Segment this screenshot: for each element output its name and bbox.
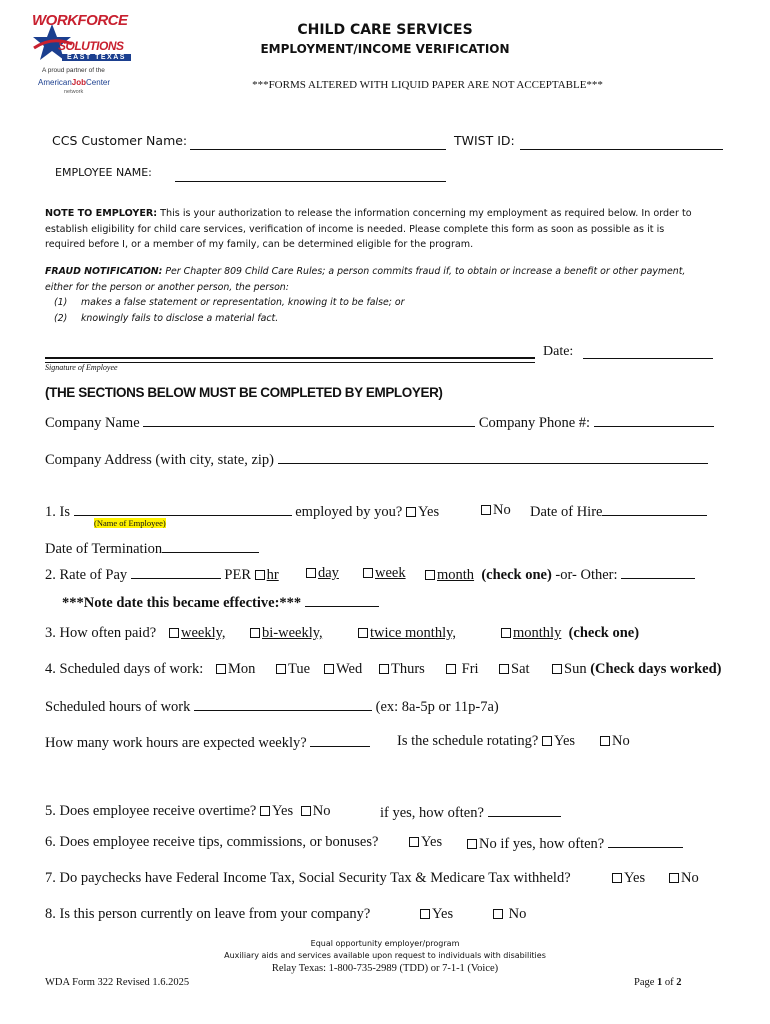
date-field[interactable] — [583, 345, 713, 359]
logo-ajc-post: Center — [86, 78, 111, 87]
page-subtitle: EMPLOYMENT/INCOME VERIFICATION — [260, 42, 510, 56]
per-day-checkbox[interactable] — [306, 568, 316, 578]
per-month-group — [425, 565, 695, 584]
q5-often-field[interactable] — [488, 803, 561, 817]
rotating-yes-checkbox[interactable] — [542, 736, 552, 746]
q8-yes-checkbox[interactable] — [420, 909, 430, 919]
thurs-label: Thurs — [391, 661, 425, 677]
sun-checkbox[interactable] — [552, 664, 562, 674]
twice-monthly-group — [358, 625, 456, 642]
q1-no-label: No — [493, 502, 511, 518]
q2-or: -or- — [555, 567, 577, 583]
logo-workforce: WORKFORCE — [32, 12, 128, 29]
sat-checkbox[interactable] — [499, 664, 509, 674]
date-of-hire-label: Date of Hire — [530, 504, 603, 520]
fraud-item-1-text: makes a false statement or representation, knowing it to be false; or — [81, 297, 405, 308]
q7-no-label: No — [681, 870, 699, 886]
wed-checkbox[interactable] — [324, 664, 334, 674]
ccs-customer-name-field[interactable] — [190, 136, 446, 150]
company-address-field[interactable] — [278, 450, 708, 464]
effective-date-field[interactable] — [305, 593, 379, 607]
q7-text: 7. Do paychecks have Federal Income Tax, Social Security Tax & Medicare Tax withheld? — [45, 870, 571, 886]
q1-yes-checkbox[interactable] — [406, 507, 416, 517]
q6-no-label: No — [479, 836, 497, 852]
sat-label: Sat — [511, 661, 530, 677]
biweekly-checkbox[interactable] — [250, 628, 260, 638]
footer-form-id: WDA Form 322 Revised 1.6.2025 — [45, 977, 190, 988]
tue-label: Tue — [288, 661, 311, 677]
fri-group — [446, 661, 479, 678]
q5-follow: if yes, how often? — [380, 805, 484, 821]
per-week-group — [363, 565, 406, 582]
signature-label: Signature of Employee — [45, 362, 535, 372]
wed-group — [324, 661, 362, 678]
mon-label: Mon — [228, 661, 256, 677]
per-week-checkbox[interactable] — [363, 568, 373, 578]
rotating-no-group — [600, 733, 630, 750]
monthly-label: monthly — [513, 625, 562, 641]
company-phone-field[interactable] — [594, 413, 714, 427]
fraud-item-2-text: knowingly fails to disclose a material fact. — [81, 312, 279, 324]
sat-group — [499, 661, 530, 678]
q8-no-group — [493, 906, 526, 923]
weekly-hours-row — [45, 733, 370, 752]
rate-of-pay-field[interactable] — [131, 565, 221, 579]
q8-row — [45, 906, 370, 923]
q5-no-label: No — [312, 803, 331, 819]
q7-yes-group — [612, 870, 645, 887]
q2-other-field[interactable] — [621, 565, 695, 579]
fraud-item-1 — [45, 295, 685, 311]
page-title: CHILD CARE SERVICES — [297, 22, 473, 38]
scheduled-hours-label: Scheduled hours of work — [45, 699, 191, 715]
logo-solutions: SOLUTIONS — [58, 39, 124, 53]
q5-follow-group — [380, 803, 561, 822]
q6-yes-group — [409, 834, 442, 851]
q2-note: ***Note date this became effective:*** — [62, 595, 302, 611]
q8-yes-group — [420, 906, 453, 923]
per-hr-checkbox[interactable] — [255, 570, 265, 580]
company-address-label: Company Address (with city, state, zip) — [45, 452, 275, 468]
fraud-lead: FRAUD NOTIFICATION: — [45, 266, 163, 277]
fraud-paragraph — [45, 264, 685, 326]
rotating-no-label: No — [612, 733, 630, 749]
note-line-3: required before I, or a member of my family, can be determined eligible for the program. — [45, 239, 474, 250]
rotating-label: Is the schedule rotating? — [397, 733, 539, 749]
q6-no-checkbox[interactable] — [467, 839, 477, 849]
fri-checkbox[interactable] — [446, 664, 456, 674]
sun-group — [552, 661, 722, 678]
employee-name-input[interactable] — [74, 502, 292, 516]
company-name-label: Company Name — [45, 415, 140, 431]
logo-partner: A proud partner of the — [42, 67, 105, 74]
q1-yes-label: Yes — [417, 504, 440, 520]
q1-no-checkbox[interactable] — [481, 505, 491, 515]
per-hr-label: hr — [266, 567, 279, 583]
per-day-label: day — [318, 565, 339, 581]
wed-label: Wed — [336, 661, 363, 677]
q7-row — [45, 870, 571, 887]
q6-text: 6. Does employee receive tips, commissions, or bonuses? — [45, 834, 379, 850]
q2-other-label: Other: — [580, 567, 618, 583]
per-month-label: month — [437, 567, 475, 583]
note-line-1-text: This is your authorization to release the information concerning my employment as required below. In order to — [157, 208, 692, 219]
logo-ajc-job: Job — [71, 78, 87, 87]
fraud-item-1-num: (1) — [54, 297, 68, 308]
q4-prefix: 4. Scheduled days of work: — [45, 661, 204, 677]
q5-text: 5. Does employee receive overtime? — [45, 803, 257, 819]
twist-id-label: TWIST ID: — [454, 133, 515, 148]
name-of-employee-hint: (Name of Employee) — [94, 518, 166, 528]
q3-prefix: 3. How often paid? — [45, 625, 157, 641]
thurs-checkbox[interactable] — [379, 664, 389, 674]
q2-row — [45, 565, 279, 584]
q8-yes-label: Yes — [432, 906, 454, 922]
company-name-field[interactable] — [143, 413, 475, 427]
per-day-group — [306, 565, 339, 582]
date-of-termination-label: Date of Termination — [45, 541, 163, 557]
q1-employed: employed by you? — [295, 504, 403, 520]
tue-group — [276, 661, 310, 678]
note-line-2: establish eligibility for child care services, verification of income is needed. Please complete this form as soon as possible as it is — [45, 223, 665, 235]
termination-row — [45, 539, 259, 558]
date-of-termination-field[interactable] — [162, 539, 259, 553]
signature-field[interactable] — [45, 344, 535, 359]
q3-check-one: (check one) — [568, 625, 640, 641]
date-of-hire-field[interactable] — [602, 502, 707, 516]
note-paragraph — [45, 206, 692, 253]
rotating-yes-label: Yes — [553, 733, 576, 749]
fraud-line-1-text: Per Chapter 809 Child Care Rules; a person commits fraud if, to obtain or increase a benefit or other payment, — [162, 266, 686, 277]
company-address-row — [45, 450, 708, 469]
q1-prefix: 1. Is — [45, 504, 70, 520]
logo-east-texas: EAST TEXAS — [62, 54, 131, 61]
q7-yes-label: Yes — [624, 870, 646, 886]
company-name-row — [45, 413, 714, 432]
employee-name-label: EMPLOYEE NAME: — [55, 166, 152, 179]
sun-label: Sun — [564, 661, 587, 677]
warning-text: ***FORMS ALTERED WITH LIQUID PAPER ARE NOT ACCEPTABLE*** — [252, 79, 603, 91]
fraud-item-2-num: (2) — [54, 312, 68, 324]
twice-monthly-checkbox[interactable] — [358, 628, 368, 638]
q6-often-field[interactable] — [608, 834, 683, 848]
q6-yes-checkbox[interactable] — [409, 837, 419, 847]
q2-check-one: (check one) — [481, 567, 552, 583]
biweekly-group — [250, 625, 323, 642]
q1-no-group — [481, 502, 511, 519]
monthly-checkbox[interactable] — [501, 628, 511, 638]
q6-yes-label: Yes — [421, 834, 443, 850]
weekly-checkbox[interactable] — [169, 628, 179, 638]
weekly-group — [169, 625, 226, 642]
page-pre: Page — [634, 977, 658, 988]
ccs-customer-name-label: CCS Customer Name: — [52, 133, 188, 148]
mon-group — [216, 661, 255, 678]
footer-aux: Auxiliary aids and services available upon request to individuals with disabilities — [224, 951, 546, 960]
date-label: Date: — [543, 344, 574, 359]
company-phone-label: Company Phone #: — [478, 415, 591, 431]
q5-row — [45, 803, 330, 820]
fri-label: Fri — [461, 661, 479, 677]
q5-yes-label: Yes — [272, 803, 294, 819]
rotating-group — [397, 733, 575, 750]
check-days-worked: (Check days worked) — [590, 661, 722, 677]
weekly-hours-field[interactable] — [310, 733, 370, 747]
fraud-item-2 — [45, 311, 685, 327]
q2-prefix: 2. Rate of Pay — [45, 567, 128, 583]
page-total: 2 — [676, 977, 682, 988]
scheduled-hours-field[interactable] — [194, 697, 372, 711]
note-line-1 — [45, 206, 692, 222]
q6-no-group — [467, 834, 683, 853]
fraud-line-2: either for the person or another person, the person: — [45, 281, 289, 293]
twist-id-field[interactable] — [520, 136, 723, 150]
footer-page-number — [634, 977, 682, 988]
q5-yes-checkbox[interactable] — [260, 806, 270, 816]
q8-text: 8. Is this person currently on leave from your company? — [45, 906, 371, 922]
footer-relay: Relay Texas: 1-800-735-2989 (TDD) or 7-1-1 (Voice) — [271, 963, 499, 974]
q2-note-row — [62, 593, 379, 612]
tue-checkbox[interactable] — [276, 664, 286, 674]
scheduled-hours-row — [45, 697, 499, 716]
q7-yes-checkbox[interactable] — [612, 873, 622, 883]
per-month-checkbox[interactable] — [425, 570, 435, 580]
q5-no-checkbox[interactable] — [301, 806, 311, 816]
logo-ajc-pre: American — [38, 78, 72, 87]
footer-eo: Equal opportunity employer/program — [310, 939, 460, 948]
q1-hire-group — [530, 502, 707, 521]
logo-network: network — [64, 89, 84, 95]
page-num: 1 — [657, 977, 663, 988]
page-mid: of — [662, 977, 677, 988]
q3-row — [45, 625, 156, 642]
q6-row — [45, 834, 378, 851]
rotating-no-checkbox[interactable] — [600, 736, 610, 746]
q2-per: PER — [224, 567, 251, 583]
fraud-line-1 — [45, 264, 685, 280]
thurs-group — [379, 661, 425, 678]
q7-no-group — [669, 870, 699, 887]
q8-no-checkbox[interactable] — [493, 909, 503, 919]
scheduled-hours-example: (ex: 8a-5p or 11p-7a) — [375, 699, 499, 715]
q6-follow: if yes, how often? — [500, 836, 605, 852]
note-lead: NOTE TO EMPLOYER: — [45, 208, 158, 219]
employee-name-field[interactable] — [175, 168, 446, 182]
biweekly-label: bi-weekly, — [262, 625, 323, 641]
employer-section-title: (THE SECTIONS BELOW MUST BE COMPLETED BY EMPLOYER) — [45, 385, 443, 400]
monthly-group — [501, 625, 639, 642]
weekly-label: weekly, — [181, 625, 226, 641]
q8-no-label: No — [508, 906, 527, 922]
per-week-label: week — [375, 565, 406, 581]
twice-monthly-label: twice monthly, — [370, 625, 457, 641]
q7-no-checkbox[interactable] — [669, 873, 679, 883]
mon-checkbox[interactable] — [216, 664, 226, 674]
weekly-hours-label: How many work hours are expected weekly? — [45, 735, 307, 751]
